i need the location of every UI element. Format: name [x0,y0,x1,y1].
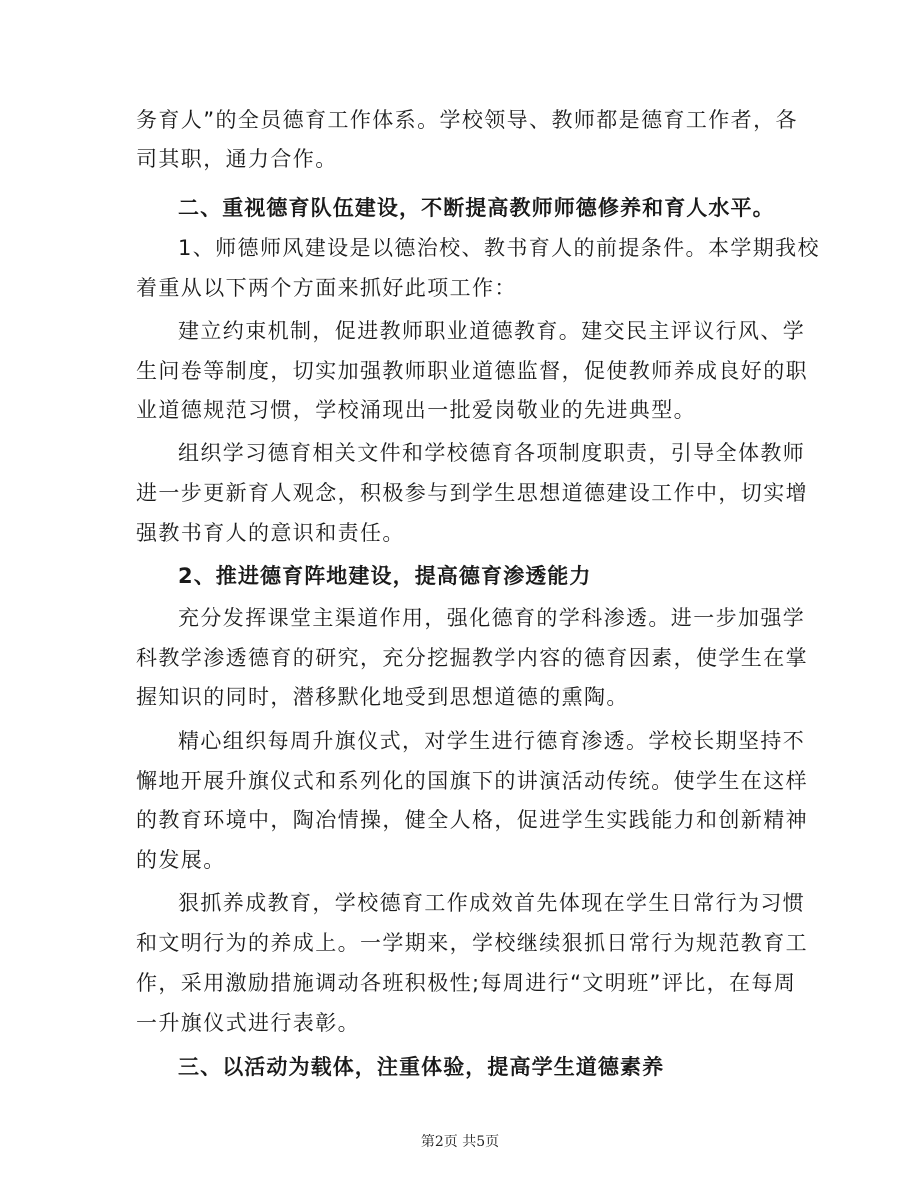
paragraph-line: 科教学渗透德育的研究，充分挖掘教学内容的德育因素，使学生在掌 [136,646,808,670]
paragraph-line: 强教书育人的意识和责任。 [136,521,405,545]
paragraph-line: 业道德规范习惯，学校涌现出一批爱岗敬业的先进典型。 [136,398,696,422]
paragraph-line: 组织学习德育相关文件和学校德育各项制度职责，引导全体教师 [178,441,806,465]
section-heading-2: 二、重视德育队伍建设，不断提高教师师德修养和育人水平。 [178,196,775,220]
paragraph-line: 着重从以下两个方面来抓好此项工作： [136,276,517,300]
paragraph-line: 狠抓养成教育，学校德育工作成效首先体现在学生日常行为习惯 [178,891,806,915]
paragraph-line: 进一步更新育人观念，积极参与到学生思想道德建设工作中，切实增 [136,481,808,505]
paragraph-line: 务育人”的全员德育工作体系。学校领导、教师都是德育工作者，各 [136,108,798,132]
paragraph-line: 的教育环境中，陶冶情操，健全人格，促进学生实践能力和创新精神 [136,808,808,832]
paragraph-line: 精心组织每周升旗仪式，对学生进行德育渗透。学校长期坚持不 [178,729,806,753]
paragraph-line: 懈地开展升旗仪式和系列化的国旗下的讲演活动传统。使学生在这样 [136,769,808,793]
paragraph-line: 作，采用激励措施调动各班积极性;每周进行“文明班”评比，在每周 [136,971,797,995]
paragraph-line: 充分发挥课堂主渠道作用，强化德育的学科渗透。进一步加强学 [178,606,806,630]
paragraph-line: 生问卷等制度，切实加强教师职业道德监督，促使教师养成良好的职 [136,359,808,383]
paragraph-line: 一升旗仪式进行表彰。 [136,1011,360,1035]
paragraph-line: 的发展。 [136,848,226,872]
paragraph-line: 和文明行为的养成上。一学期来，学校继续狠抓日常行为规范教育工 [136,931,808,955]
page-number: 第2页 共5页 [420,1134,500,1150]
paragraph-line: 握知识的同时，潜移默化地受到思想道德的熏陶。 [136,685,629,709]
subsection-heading: 2、推进德育阵地建设，提高德育渗透能力 [178,564,592,588]
paragraph-line: 1、师德师风建设是以德治校、教书育人的前提条件。本学期我校 [178,236,820,260]
section-heading-3: 三、以活动为载体，注重体验，提高学生道德素养 [178,1055,665,1079]
paragraph-line: 建立约束机制，促进教师职业道德教育。建交民主评议行风、学 [178,319,806,343]
paragraph-line: 司其职，通力合作。 [136,147,338,171]
